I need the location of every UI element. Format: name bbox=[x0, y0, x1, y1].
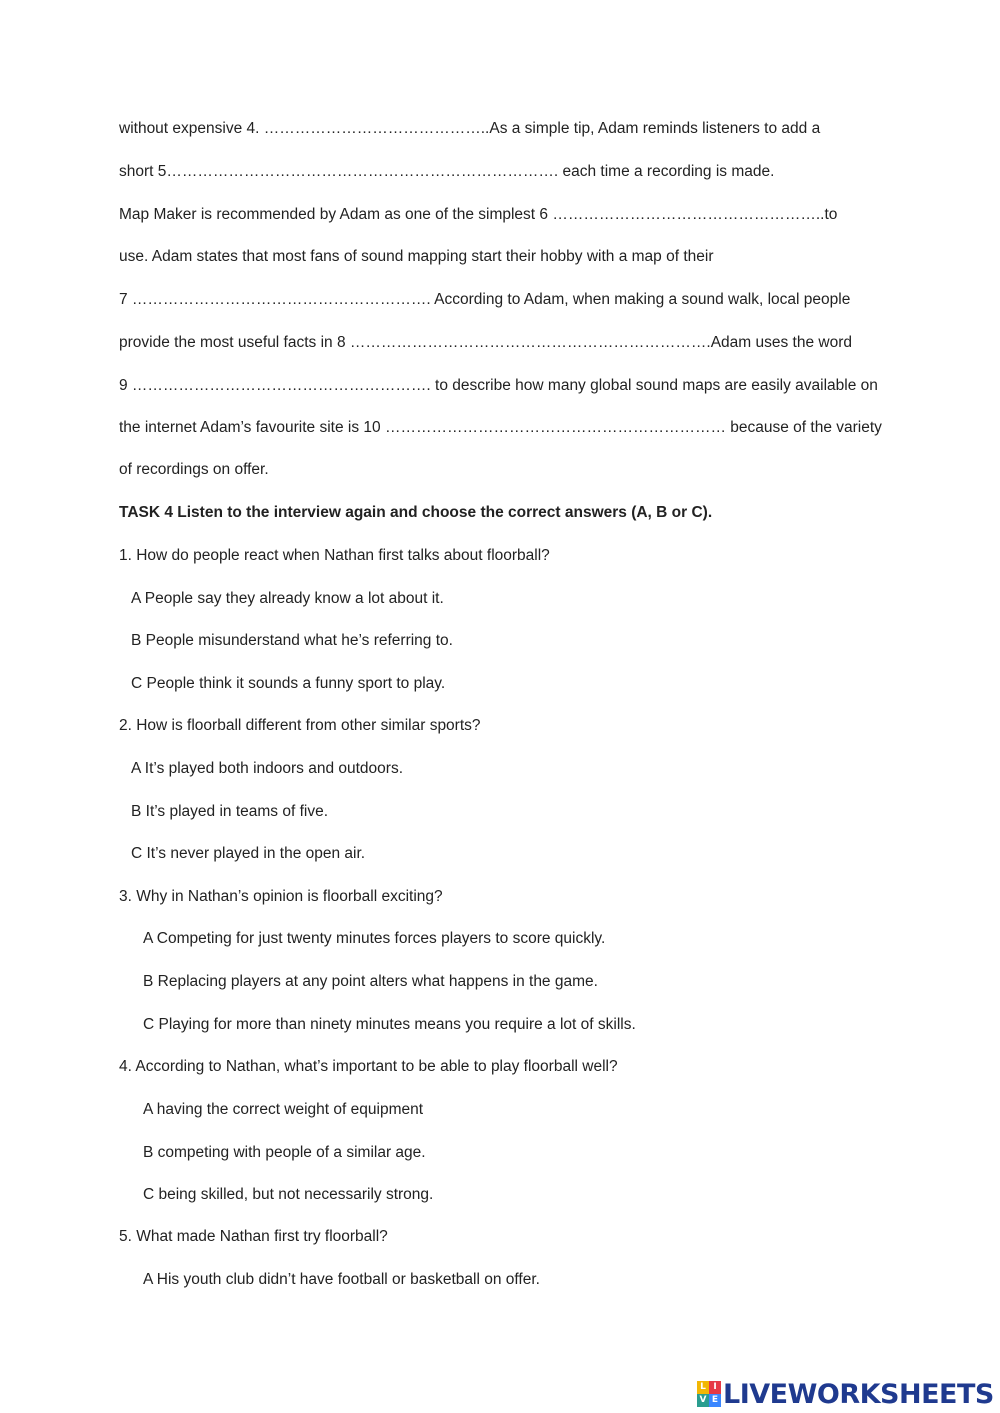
logo-text: LIVEWORKSHEETS bbox=[723, 1378, 994, 1410]
fill-in-line-4: without expensive 4. ……………………………………..As a simple tip, Adam reminds listeners to add a bbox=[119, 120, 821, 137]
question-5: 5. What made Nathan first try floorball? bbox=[119, 1228, 388, 1245]
question-1-option-a[interactable]: A People say they already know a lot about it. bbox=[131, 590, 444, 607]
fill-in-line-5: short 5…………………………………………………………………. each time a recording is made. bbox=[119, 163, 775, 180]
question-5-option-a[interactable]: A His youth club didn’t have football or basketball on offer. bbox=[143, 1271, 540, 1288]
task-4-heading: TASK 4 Listen to the interview again and choose the correct answers (A, B or C). bbox=[119, 504, 713, 521]
question-2-option-a[interactable]: A It’s played both indoors and outdoors. bbox=[131, 760, 404, 777]
text-line: of recordings on offer. bbox=[119, 461, 269, 478]
fill-in-line-10: the internet Adam’s favourite site is 10 ………………………………………………………… because of the variety bbox=[119, 419, 882, 436]
text-line: use. Adam states that most fans of sound mapping start their hobby with a map of their bbox=[119, 248, 714, 265]
question-1-option-c[interactable]: C People think it sounds a funny sport to play. bbox=[131, 675, 446, 692]
question-3-option-c[interactable]: C Playing for more than ninety minutes means you require a lot of skills. bbox=[143, 1016, 636, 1033]
question-4-option-b[interactable]: B competing with people of a similar age. bbox=[143, 1144, 426, 1161]
question-1: 1. How do people react when Nathan first talks about floorball? bbox=[119, 547, 550, 564]
logo-icon-letter: E bbox=[709, 1394, 721, 1407]
question-3: 3. Why in Nathan’s opinion is floorball exciting? bbox=[119, 888, 443, 905]
question-4: 4. According to Nathan, what’s important to be able to play floorball well? bbox=[119, 1058, 618, 1075]
question-2: 2. How is floorball different from other similar sports? bbox=[119, 717, 481, 734]
logo-icon-letter: L bbox=[697, 1381, 709, 1394]
question-4-option-a[interactable]: A having the correct weight of equipment bbox=[143, 1101, 424, 1118]
logo-icon-letter: I bbox=[709, 1381, 721, 1394]
question-2-option-c[interactable]: C It’s never played in the open air. bbox=[131, 845, 366, 862]
fill-in-line-7: 7 …………………………………………………. According to Adam, when making a sound walk, local people bbox=[119, 291, 851, 308]
question-2-option-b[interactable]: B It’s played in teams of five. bbox=[131, 803, 329, 820]
liveworksheets-logo bbox=[697, 1378, 994, 1410]
question-1-option-b[interactable]: B People misunderstand what he’s referring to. bbox=[131, 632, 453, 649]
fill-in-line-9: 9 …………………………………………………. to describe how many global sound maps are easily available on bbox=[119, 377, 878, 394]
fill-in-line-6: Map Maker is recommended by Adam as one of the simplest 6 ……………………………………………..to bbox=[119, 206, 838, 223]
fill-in-line-8: provide the most useful facts in 8 …………………………………………………………….Adam uses the word bbox=[119, 334, 852, 351]
question-4-option-c[interactable]: C being skilled, but not necessarily strong. bbox=[143, 1186, 434, 1203]
question-3-option-b[interactable]: B Replacing players at any point alters what happens in the game. bbox=[143, 973, 598, 990]
question-3-option-a[interactable]: A Competing for just twenty minutes forces players to score quickly. bbox=[143, 930, 606, 947]
logo-icon bbox=[697, 1381, 721, 1407]
logo-icon-letter: V bbox=[697, 1394, 709, 1407]
